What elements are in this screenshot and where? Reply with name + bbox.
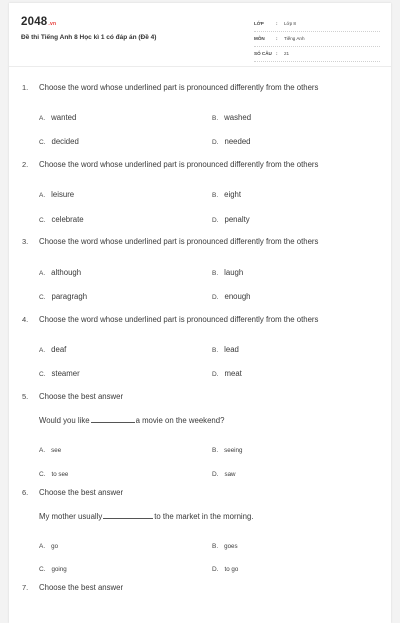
option-b[interactable]: B. laugh (212, 268, 244, 277)
logo-suffix: .vn (48, 21, 57, 27)
meta-value: 21 (284, 51, 290, 56)
question-number: 2. (22, 160, 29, 169)
question-number: 7. (22, 583, 29, 592)
option-b[interactable]: B. goes (212, 543, 238, 550)
question-number: 5. (22, 392, 29, 401)
option-c[interactable]: C. steamer (39, 369, 80, 378)
sentence-before: Would you like (39, 416, 90, 425)
question-number: 3. (22, 237, 29, 246)
sentence-after: a movie on the weekend? (135, 416, 225, 425)
option-a[interactable]: A. wanted (39, 113, 77, 122)
meta-row-count: SỐ CÂU : 21 (254, 47, 380, 62)
meta-row-class: LỚP : Lớp 8 (254, 17, 380, 32)
answer-blank (91, 415, 135, 423)
meta-row-subject: MÔN : Tiếng Anh (254, 32, 380, 47)
question-number: 6. (22, 488, 29, 497)
option-b[interactable]: B. lead (212, 345, 239, 354)
question-text: Choose the word whose underlined part is pronounced differently from the others (39, 160, 319, 169)
question-sentence (39, 511, 254, 521)
question-text: Choose the word whose underlined part is pronounced differently from the others (39, 237, 319, 246)
sentence-after: to the market in the morning. (154, 512, 254, 521)
exam-page (9, 3, 391, 623)
answer-blank (103, 511, 153, 519)
option-c[interactable]: C. to see (39, 471, 69, 478)
option-a[interactable]: A. leisure (39, 190, 75, 199)
logo-text: 2048 (21, 16, 48, 28)
exam-title: Đề thi Tiếng Anh 8 Học kì 1 có đáp án (Đề 4) (21, 34, 157, 41)
option-a[interactable]: A. although (39, 268, 82, 277)
sentence-before: My mother usually (39, 512, 103, 521)
option-d[interactable]: D. saw (212, 471, 236, 478)
option-a[interactable]: A. deaf (39, 345, 67, 354)
question-text: Choose the word whose underlined part is pronounced differently from the others (39, 83, 319, 92)
question-text: Choose the best answer (39, 392, 124, 401)
option-c[interactable]: C. celebrate (39, 215, 84, 224)
header-divider (9, 66, 391, 67)
option-b[interactable]: B. seeing (212, 447, 243, 454)
meta-key: LỚP (254, 21, 264, 26)
meta-value: Tiếng Anh (284, 36, 305, 41)
question-number: 4. (22, 315, 29, 324)
option-d[interactable]: D. needed (212, 137, 251, 146)
option-b[interactable]: B. eight (212, 190, 242, 199)
site-logo[interactable] (21, 16, 56, 28)
exam-meta (254, 17, 380, 62)
option-d[interactable]: D. penalty (212, 215, 250, 224)
meta-key: MÔN (254, 36, 265, 41)
question-text: Choose the best answer (39, 583, 124, 592)
meta-key: SỐ CÂU (254, 51, 272, 56)
question-text: Choose the best answer (39, 488, 124, 497)
question-sentence (39, 415, 224, 425)
option-c[interactable]: C. paragragh (39, 292, 88, 301)
option-d[interactable]: D. meat (212, 369, 242, 378)
question-number: 1. (22, 83, 29, 92)
question-text: Choose the word whose underlined part is pronounced differently from the others (39, 315, 319, 324)
option-d[interactable]: D. enough (212, 292, 251, 301)
option-b[interactable]: B. washed (212, 113, 252, 122)
option-c[interactable]: C. decided (39, 137, 79, 146)
option-a[interactable]: A. go (39, 543, 59, 550)
option-a[interactable]: A. see (39, 447, 62, 454)
meta-value: Lớp 8 (284, 21, 296, 26)
option-c[interactable]: C. going (39, 566, 67, 573)
option-d[interactable]: D. to go (212, 566, 239, 573)
